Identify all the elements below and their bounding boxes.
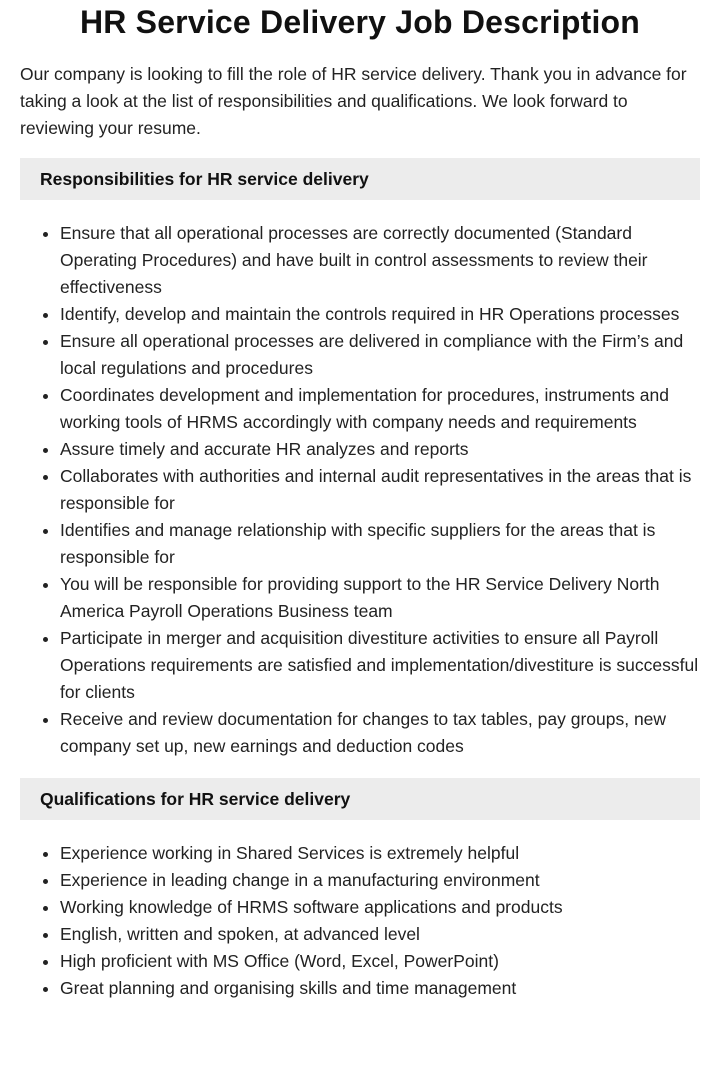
responsibilities-list bbox=[20, 220, 700, 760]
responsibilities-heading-text: Responsibilities for HR service delivery bbox=[40, 168, 369, 189]
list-item: • Participate in merger and acquisition divestiture activities to ensure all Payroll Operations requirements are satisfied and implementation/divestiture is successful for clients bbox=[60, 625, 700, 706]
qualifications-heading-text: Qualifications for HR service delivery bbox=[40, 788, 351, 809]
list-item: • Ensure that all operational processes are correctly documented (Standard Operating Procedures) and have built in control assessments to review their effectiveness bbox=[60, 220, 700, 301]
responsibilities-heading bbox=[20, 158, 700, 200]
list-item: • Ensure all operational processes are delivered in compliance with the Firm’s and local regulations and procedures bbox=[60, 328, 700, 382]
list-item: • Collaborates with authorities and internal audit representatives in the areas that is responsible for bbox=[60, 463, 700, 517]
page-title: HR Service Delivery Job Description bbox=[79, 4, 641, 40]
list-item: • Identify, develop and maintain the controls required in HR Operations processes bbox=[60, 301, 700, 328]
list-item: • English, written and spoken, at advanced level bbox=[60, 921, 700, 948]
list-item: • Experience working in Shared Services is extremely helpful bbox=[60, 840, 700, 867]
list-item: • High proficient with MS Office (Word, Excel, PowerPoint) bbox=[60, 948, 700, 975]
qualifications-list bbox=[20, 840, 700, 1002]
list-item: • Coordinates development and implementation for procedures, instruments and working tools of HRMS accordingly with company needs and requirements bbox=[60, 382, 700, 436]
list-item: • Experience in leading change in a manufacturing environment bbox=[60, 867, 700, 894]
intro-paragraph: Our company is looking to fill the role of HR service delivery. Thank you in advance for taking a look at the list of responsibilities and qualifications. We look forward to reviewing your resume. bbox=[20, 64, 687, 138]
list-item: • You will be responsible for providing support to the HR Service Delivery North America Payroll Operations Business team bbox=[60, 571, 700, 625]
list-item: • Great planning and organising skills and time management bbox=[60, 975, 700, 1002]
qualifications-heading bbox=[20, 778, 700, 820]
list-item: • Working knowledge of HRMS software applications and products bbox=[60, 894, 700, 921]
list-item: • Assure timely and accurate HR analyzes and reports bbox=[60, 436, 700, 463]
list-item: • Identifies and manage relationship with specific suppliers for the areas that is responsible for bbox=[60, 517, 700, 571]
list-item: • Receive and review documentation for changes to tax tables, pay groups, new company set up, new earnings and deduction codes bbox=[60, 706, 700, 760]
